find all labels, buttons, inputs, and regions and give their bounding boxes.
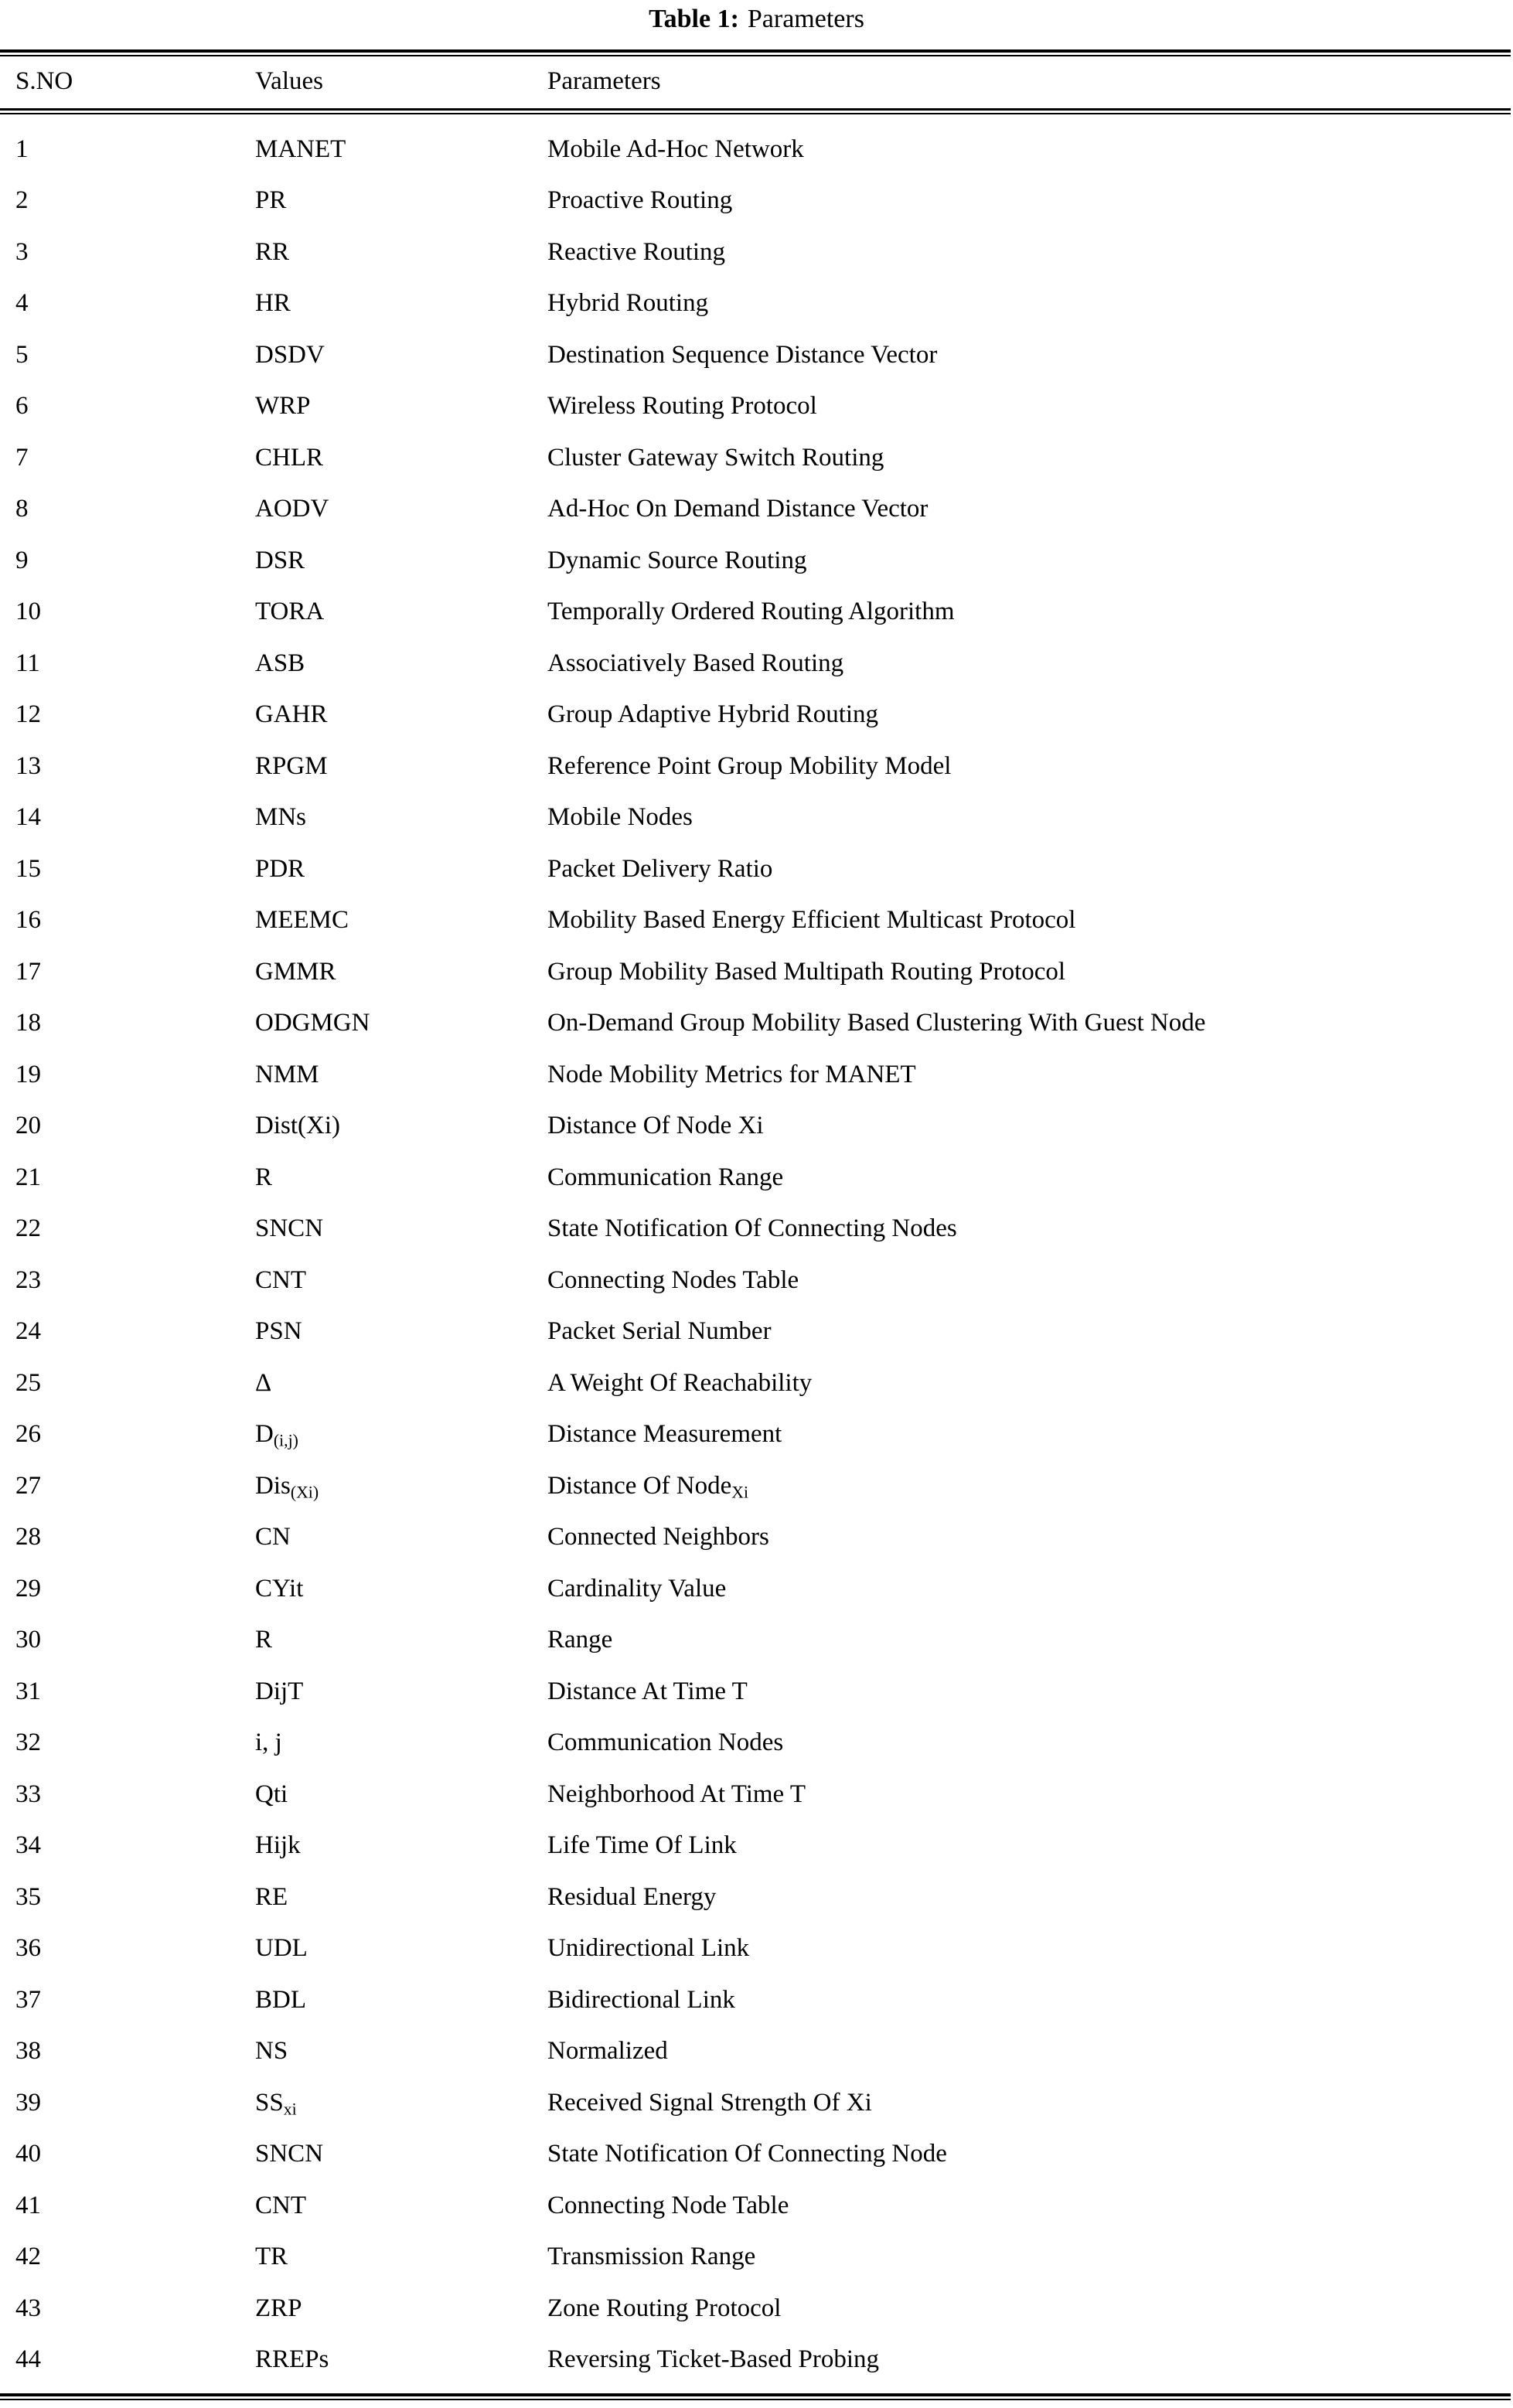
cell-sno: 1 <box>15 135 29 163</box>
cell-parameter-text: Connecting Nodes Table <box>547 1265 799 1294</box>
table-row <box>0 114 1511 175</box>
cell-parameter-subscript: Xi <box>731 1483 749 1502</box>
cell-parameter <box>533 2026 1511 2078</box>
cell-sno: 9 <box>15 546 29 574</box>
table-row <box>0 329 1511 381</box>
table-footer <box>0 2395 1511 2399</box>
cell-value <box>240 114 533 175</box>
cell-value <box>240 1615 533 1667</box>
cell-parameter <box>533 175 1511 227</box>
cell-value <box>240 1101 533 1153</box>
table-row <box>0 2129 1511 2181</box>
cell-sno: 17 <box>15 957 41 986</box>
cell-parameter-text: State Notification Of Connecting Nodes <box>547 1214 957 1243</box>
cell-parameter-text: Communication Range <box>547 1163 784 1191</box>
cell-parameter-text: A Weight Of Reachability <box>547 1368 813 1397</box>
cell-parameter-text: Destination Sequence Distance Vector <box>547 340 938 369</box>
cell-parameter <box>533 226 1511 278</box>
cell-parameter <box>533 587 1511 639</box>
cell-value-text: GMMR <box>255 957 336 986</box>
table-row <box>0 1460 1511 1512</box>
column-header-parameters: Parameters <box>547 67 661 95</box>
cell-parameter-text: Normalized <box>547 2037 668 2066</box>
cell-parameter-text: Distance Of Node Xi <box>547 1112 764 1140</box>
cell-parameter-text: Distance Of Node <box>547 1471 732 1500</box>
cell-sno: 10 <box>15 598 41 626</box>
table-row <box>0 1923 1511 1975</box>
cell-sno: 41 <box>15 2191 41 2219</box>
cell-parameter <box>533 1974 1511 2026</box>
cell-parameter-text: Cardinality Value <box>547 1574 727 1602</box>
cell-parameter-text: Packet Delivery Ratio <box>547 854 773 883</box>
table-row <box>0 1204 1511 1255</box>
cell-value-text: SNCN <box>255 2140 324 2168</box>
table-row <box>0 2232 1511 2284</box>
cell-value <box>240 535 533 587</box>
table-row <box>0 484 1511 536</box>
cell-sno: 32 <box>15 1729 41 1757</box>
cell-value <box>240 843 533 895</box>
cell-value <box>240 432 533 484</box>
cell-value <box>240 998 533 1050</box>
cell-value-text: TORA <box>255 598 325 626</box>
cell-sno: 40 <box>15 2140 41 2168</box>
cell-parameter <box>533 1357 1511 1409</box>
cell-parameter-text: On-Demand Group Mobility Based Clustering With Guest Node <box>547 1009 1206 1037</box>
table-row <box>0 278 1511 330</box>
cell-parameter <box>533 1512 1511 1564</box>
cell-parameter-text: Connected Neighbors <box>547 1523 769 1551</box>
cell-parameter <box>533 1204 1511 1255</box>
cell-parameter-text: Neighborhood At Time T <box>547 1780 806 1808</box>
cell-sno: 34 <box>15 1831 41 1860</box>
column-header-values: Values <box>255 67 323 95</box>
table-row <box>0 1872 1511 1923</box>
cell-sno: 26 <box>15 1420 41 1449</box>
table-row <box>0 2283 1511 2335</box>
table-row <box>0 1357 1511 1409</box>
cell-value-text: MANET <box>255 135 346 163</box>
cell-parameter-text: Connecting Node Table <box>547 2191 789 2219</box>
cell-parameter <box>533 1306 1511 1358</box>
cell-sno: 28 <box>15 1523 41 1551</box>
cell-value-subscript: (Xi) <box>290 1483 319 1502</box>
cell-value-text: MNs <box>255 803 307 832</box>
table-row <box>0 1255 1511 1306</box>
cell-value <box>240 2077 533 2129</box>
cell-value-text: WRP <box>255 392 311 421</box>
cell-parameter <box>533 895 1511 947</box>
cell-value <box>240 1820 533 1872</box>
table-row <box>0 587 1511 639</box>
cell-parameter-text: Mobility Based Energy Efficient Multicast Protocol <box>547 906 1076 935</box>
cell-value-subscript: xi <box>283 2100 297 2119</box>
cell-value-text: CN <box>255 1523 291 1551</box>
cell-value-text: Hijk <box>255 1831 301 1860</box>
cell-value <box>240 946 533 998</box>
cell-parameter <box>533 843 1511 895</box>
rule-row-bottom <box>0 2395 1511 2399</box>
cell-value-text: Qti <box>255 1780 288 1808</box>
cell-sno: 25 <box>15 1368 41 1397</box>
cell-parameter-text: Cluster Gateway Switch Routing <box>547 443 884 472</box>
cell-parameter <box>533 1563 1511 1615</box>
cell-parameter-text: Bidirectional Link <box>547 1985 735 2014</box>
table-row <box>0 638 1511 690</box>
cell-parameter-text: Ad-Hoc On Demand Distance Vector <box>547 495 929 523</box>
cell-parameter-text: Mobile Nodes <box>547 803 693 832</box>
cell-value <box>240 792 533 844</box>
table-row <box>0 1306 1511 1358</box>
cell-value <box>240 2283 533 2335</box>
cell-value-text: R <box>255 1626 273 1654</box>
cell-parameter <box>533 1615 1511 1667</box>
cell-value <box>240 2180 533 2232</box>
cell-value-text: TR <box>255 2243 288 2271</box>
cell-sno: 42 <box>15 2243 41 2271</box>
cell-parameter <box>533 1460 1511 1512</box>
table-row <box>0 381 1511 433</box>
cell-parameter-text: Transmission Range <box>547 2243 756 2271</box>
cell-value <box>240 1563 533 1615</box>
cell-sno: 38 <box>15 2037 41 2066</box>
cell-value-text: AODV <box>255 495 329 523</box>
cell-parameter-text: Proactive Routing <box>547 186 733 215</box>
cell-value-text: NS <box>255 2037 288 2066</box>
cell-parameter-text: Group Adaptive Hybrid Routing <box>547 700 879 729</box>
cell-value <box>240 1409 533 1461</box>
table-row <box>0 690 1511 741</box>
cell-value-text: HR <box>255 289 291 318</box>
column-header-sno: S.NO <box>15 67 73 95</box>
table-row <box>0 2077 1511 2129</box>
cell-value <box>240 1872 533 1923</box>
cell-value-text: DSR <box>255 546 305 574</box>
cell-sno: 21 <box>15 1163 41 1191</box>
cell-value-text: DSDV <box>255 340 325 369</box>
cell-sno: 29 <box>15 1574 41 1602</box>
cell-sno: 19 <box>15 1060 41 1088</box>
table-row <box>0 843 1511 895</box>
cell-sno: 13 <box>15 751 41 780</box>
cell-parameter-text: Unidirectional Link <box>547 1934 750 1963</box>
cell-value <box>240 1666 533 1718</box>
cell-value <box>240 587 533 639</box>
table-caption-text: Parameters <box>747 5 864 33</box>
table-row <box>0 895 1511 947</box>
cell-parameter-text: Dynamic Source Routing <box>547 546 807 574</box>
table-row <box>0 175 1511 227</box>
cell-parameter <box>533 381 1511 433</box>
table-row <box>0 741 1511 792</box>
cell-value <box>240 638 533 690</box>
cell-sno: 24 <box>15 1317 41 1346</box>
cell-parameter-text: Reactive Routing <box>547 237 726 266</box>
cell-value-text: Dist(Xi) <box>255 1112 340 1140</box>
cell-value-text: R <box>255 1163 273 1191</box>
cell-sno: 4 <box>15 289 29 318</box>
cell-sno: 12 <box>15 700 41 729</box>
cell-value-text: ZRP <box>255 2294 302 2322</box>
cell-parameter-text: Communication Nodes <box>547 1729 784 1757</box>
cell-value <box>240 1974 533 2026</box>
cell-parameter <box>533 638 1511 690</box>
cell-value-text: RE <box>255 1882 288 1911</box>
cell-sno: 33 <box>15 1780 41 1808</box>
cell-parameter-text: Wireless Routing Protocol <box>547 392 817 421</box>
cell-value <box>240 1460 533 1512</box>
table-row <box>0 1769 1511 1820</box>
table-row <box>0 998 1511 1050</box>
cell-parameter-text: Residual Energy <box>547 1882 717 1911</box>
parameters-table <box>0 49 1511 2400</box>
cell-value <box>240 1255 533 1306</box>
cell-value-text: MEEMC <box>255 906 349 935</box>
cell-value <box>240 2129 533 2181</box>
cell-parameter <box>533 2129 1511 2181</box>
cell-parameter <box>533 2283 1511 2335</box>
cell-value <box>240 2335 533 2396</box>
cell-parameter <box>533 1049 1511 1101</box>
cell-value <box>240 1152 533 1204</box>
cell-parameter <box>533 2077 1511 2129</box>
table-row <box>0 2180 1511 2232</box>
cell-sno: 36 <box>15 1934 41 1963</box>
cell-sno: 31 <box>15 1677 41 1705</box>
cell-parameter <box>533 2180 1511 2232</box>
cell-parameter-text: State Notification Of Connecting Node <box>547 2140 947 2168</box>
cell-value-text: BDL <box>255 1985 306 2014</box>
cell-value <box>240 175 533 227</box>
cell-sno: 18 <box>15 1009 41 1037</box>
cell-parameter-text: Life Time Of Link <box>547 1831 737 1860</box>
cell-value <box>240 226 533 278</box>
table-row <box>0 2335 1511 2396</box>
cell-parameter-text: Node Mobility Metrics for MANET <box>547 1060 916 1088</box>
cell-parameter <box>533 2335 1511 2396</box>
cell-value <box>240 278 533 330</box>
table-row <box>0 2026 1511 2078</box>
cell-value <box>240 1049 533 1101</box>
table-row <box>0 946 1511 998</box>
cell-parameter-text: Mobile Ad-Hoc Network <box>547 135 804 163</box>
cell-parameter <box>533 690 1511 741</box>
cell-sno: 7 <box>15 443 29 472</box>
cell-sno: 15 <box>15 854 41 883</box>
cell-parameter <box>533 1666 1511 1718</box>
cell-parameter <box>533 1718 1511 1769</box>
cell-sno: 27 <box>15 1471 41 1500</box>
table-row <box>0 1718 1511 1769</box>
cell-parameter <box>533 1923 1511 1975</box>
cell-value-text: CHLR <box>255 443 324 472</box>
cell-value <box>240 2026 533 2078</box>
cell-value-text: RREPs <box>255 2345 329 2374</box>
cell-parameter <box>533 1409 1511 1461</box>
cell-value-text: ODGMGN <box>255 1009 370 1037</box>
cell-sno: 2 <box>15 186 29 215</box>
table-row <box>0 1615 1511 1667</box>
table-row <box>0 535 1511 587</box>
cell-parameter-text: Hybrid Routing <box>547 289 709 318</box>
table-row <box>0 1049 1511 1101</box>
cell-value-text: CNT <box>255 1265 306 1294</box>
cell-value-text: PR <box>255 186 287 215</box>
cell-parameter <box>533 998 1511 1050</box>
cell-parameter <box>533 114 1511 175</box>
cell-parameter <box>533 1101 1511 1153</box>
table-row <box>0 1666 1511 1718</box>
cell-sno: 5 <box>15 340 29 369</box>
cell-sno: 11 <box>15 649 40 677</box>
cell-sno: 23 <box>15 1265 41 1294</box>
cell-value <box>240 1769 533 1820</box>
table-row <box>0 432 1511 484</box>
cell-value-text: DijT <box>255 1677 304 1705</box>
cell-parameter-text: Group Mobility Based Multipath Routing Protocol <box>547 957 1066 986</box>
cell-value-text: SNCN <box>255 1214 324 1243</box>
cell-sno: 8 <box>15 495 29 523</box>
cell-parameter-text: Packet Serial Number <box>547 1317 772 1346</box>
table-caption <box>0 0 1513 32</box>
cell-value-text: RPGM <box>255 751 328 780</box>
cell-parameter <box>533 2232 1511 2284</box>
cell-sno: 22 <box>15 1214 41 1243</box>
table-row <box>0 1512 1511 1564</box>
cell-parameter-text: Associatively Based Routing <box>547 649 844 677</box>
table-row <box>0 792 1511 844</box>
cell-value-text: Δ <box>255 1368 272 1397</box>
cell-value-text: i, j <box>255 1729 282 1757</box>
table-row <box>0 226 1511 278</box>
cell-parameter <box>533 1872 1511 1923</box>
cell-sno: 14 <box>15 803 41 832</box>
cell-parameter <box>533 535 1511 587</box>
cell-parameter <box>533 432 1511 484</box>
cell-parameter-text: Temporally Ordered Routing Algorithm <box>547 598 955 626</box>
cell-value-text: ASB <box>255 649 305 677</box>
table-row <box>0 1974 1511 2026</box>
cell-value-subscript: (i,j) <box>273 1431 298 1450</box>
table-row <box>0 1409 1511 1461</box>
cell-sno: 20 <box>15 1112 41 1140</box>
cell-value <box>240 895 533 947</box>
cell-value-text: SS <box>255 2088 284 2117</box>
cell-parameter-text: Range <box>547 1626 613 1654</box>
cell-sno: 16 <box>15 906 41 935</box>
cell-parameter-text: Zone Routing Protocol <box>547 2294 782 2322</box>
cell-sno: 44 <box>15 2345 41 2374</box>
table-header <box>0 51 1511 114</box>
cell-parameter-text: Received Signal Strength Of Xi <box>547 2088 872 2117</box>
cell-sno: 37 <box>15 1985 41 2014</box>
cell-value <box>240 381 533 433</box>
cell-sno: 30 <box>15 1626 41 1654</box>
cell-value <box>240 1204 533 1255</box>
cell-value <box>240 1306 533 1358</box>
cell-value <box>240 1718 533 1769</box>
table-caption-label: Table 1: <box>649 5 739 33</box>
cell-sno: 3 <box>15 237 29 266</box>
cell-parameter-text: Distance At Time T <box>547 1677 748 1705</box>
cell-parameter <box>533 946 1511 998</box>
cell-parameter <box>533 792 1511 844</box>
cell-sno: 43 <box>15 2294 41 2322</box>
cell-parameter-text: Reversing Ticket-Based Probing <box>547 2345 879 2374</box>
cell-parameter <box>533 1769 1511 1820</box>
cell-value <box>240 1512 533 1564</box>
table-row <box>0 1820 1511 1872</box>
cell-value <box>240 741 533 792</box>
cell-sno: 39 <box>15 2088 41 2117</box>
cell-sno: 35 <box>15 1882 41 1911</box>
table-row <box>0 1152 1511 1204</box>
cell-value <box>240 690 533 741</box>
cell-parameter <box>533 329 1511 381</box>
cell-value <box>240 1357 533 1409</box>
cell-sno: 6 <box>15 392 29 421</box>
cell-parameter <box>533 1255 1511 1306</box>
cell-value-text: RR <box>255 237 290 266</box>
cell-value-text: PSN <box>255 1317 302 1346</box>
cell-value-text: Dis <box>255 1471 291 1500</box>
cell-value <box>240 2232 533 2284</box>
cell-value <box>240 329 533 381</box>
cell-value-text: PDR <box>255 854 305 883</box>
cell-parameter <box>533 484 1511 536</box>
cell-value-text: UDL <box>255 1934 308 1963</box>
cell-parameter-text: Distance Measurement <box>547 1420 782 1449</box>
cell-parameter <box>533 1820 1511 1872</box>
cell-parameter <box>533 278 1511 330</box>
cell-value-text: CYit <box>255 1574 304 1602</box>
cell-parameter <box>533 1152 1511 1204</box>
cell-value <box>240 1923 533 1975</box>
cell-value-text: D <box>255 1420 274 1449</box>
cell-value-text: GAHR <box>255 700 328 729</box>
table-row <box>0 1101 1511 1153</box>
cell-value <box>240 484 533 536</box>
cell-parameter <box>533 741 1511 792</box>
header-row <box>0 56 1511 110</box>
bottom-rule <box>0 2395 1511 2399</box>
cell-value-text: CNT <box>255 2191 306 2219</box>
cell-parameter-text: Reference Point Group Mobility Model <box>547 751 952 780</box>
table-row <box>0 1563 1511 1615</box>
table-body <box>0 114 1511 2395</box>
cell-value-text: NMM <box>255 1060 319 1088</box>
